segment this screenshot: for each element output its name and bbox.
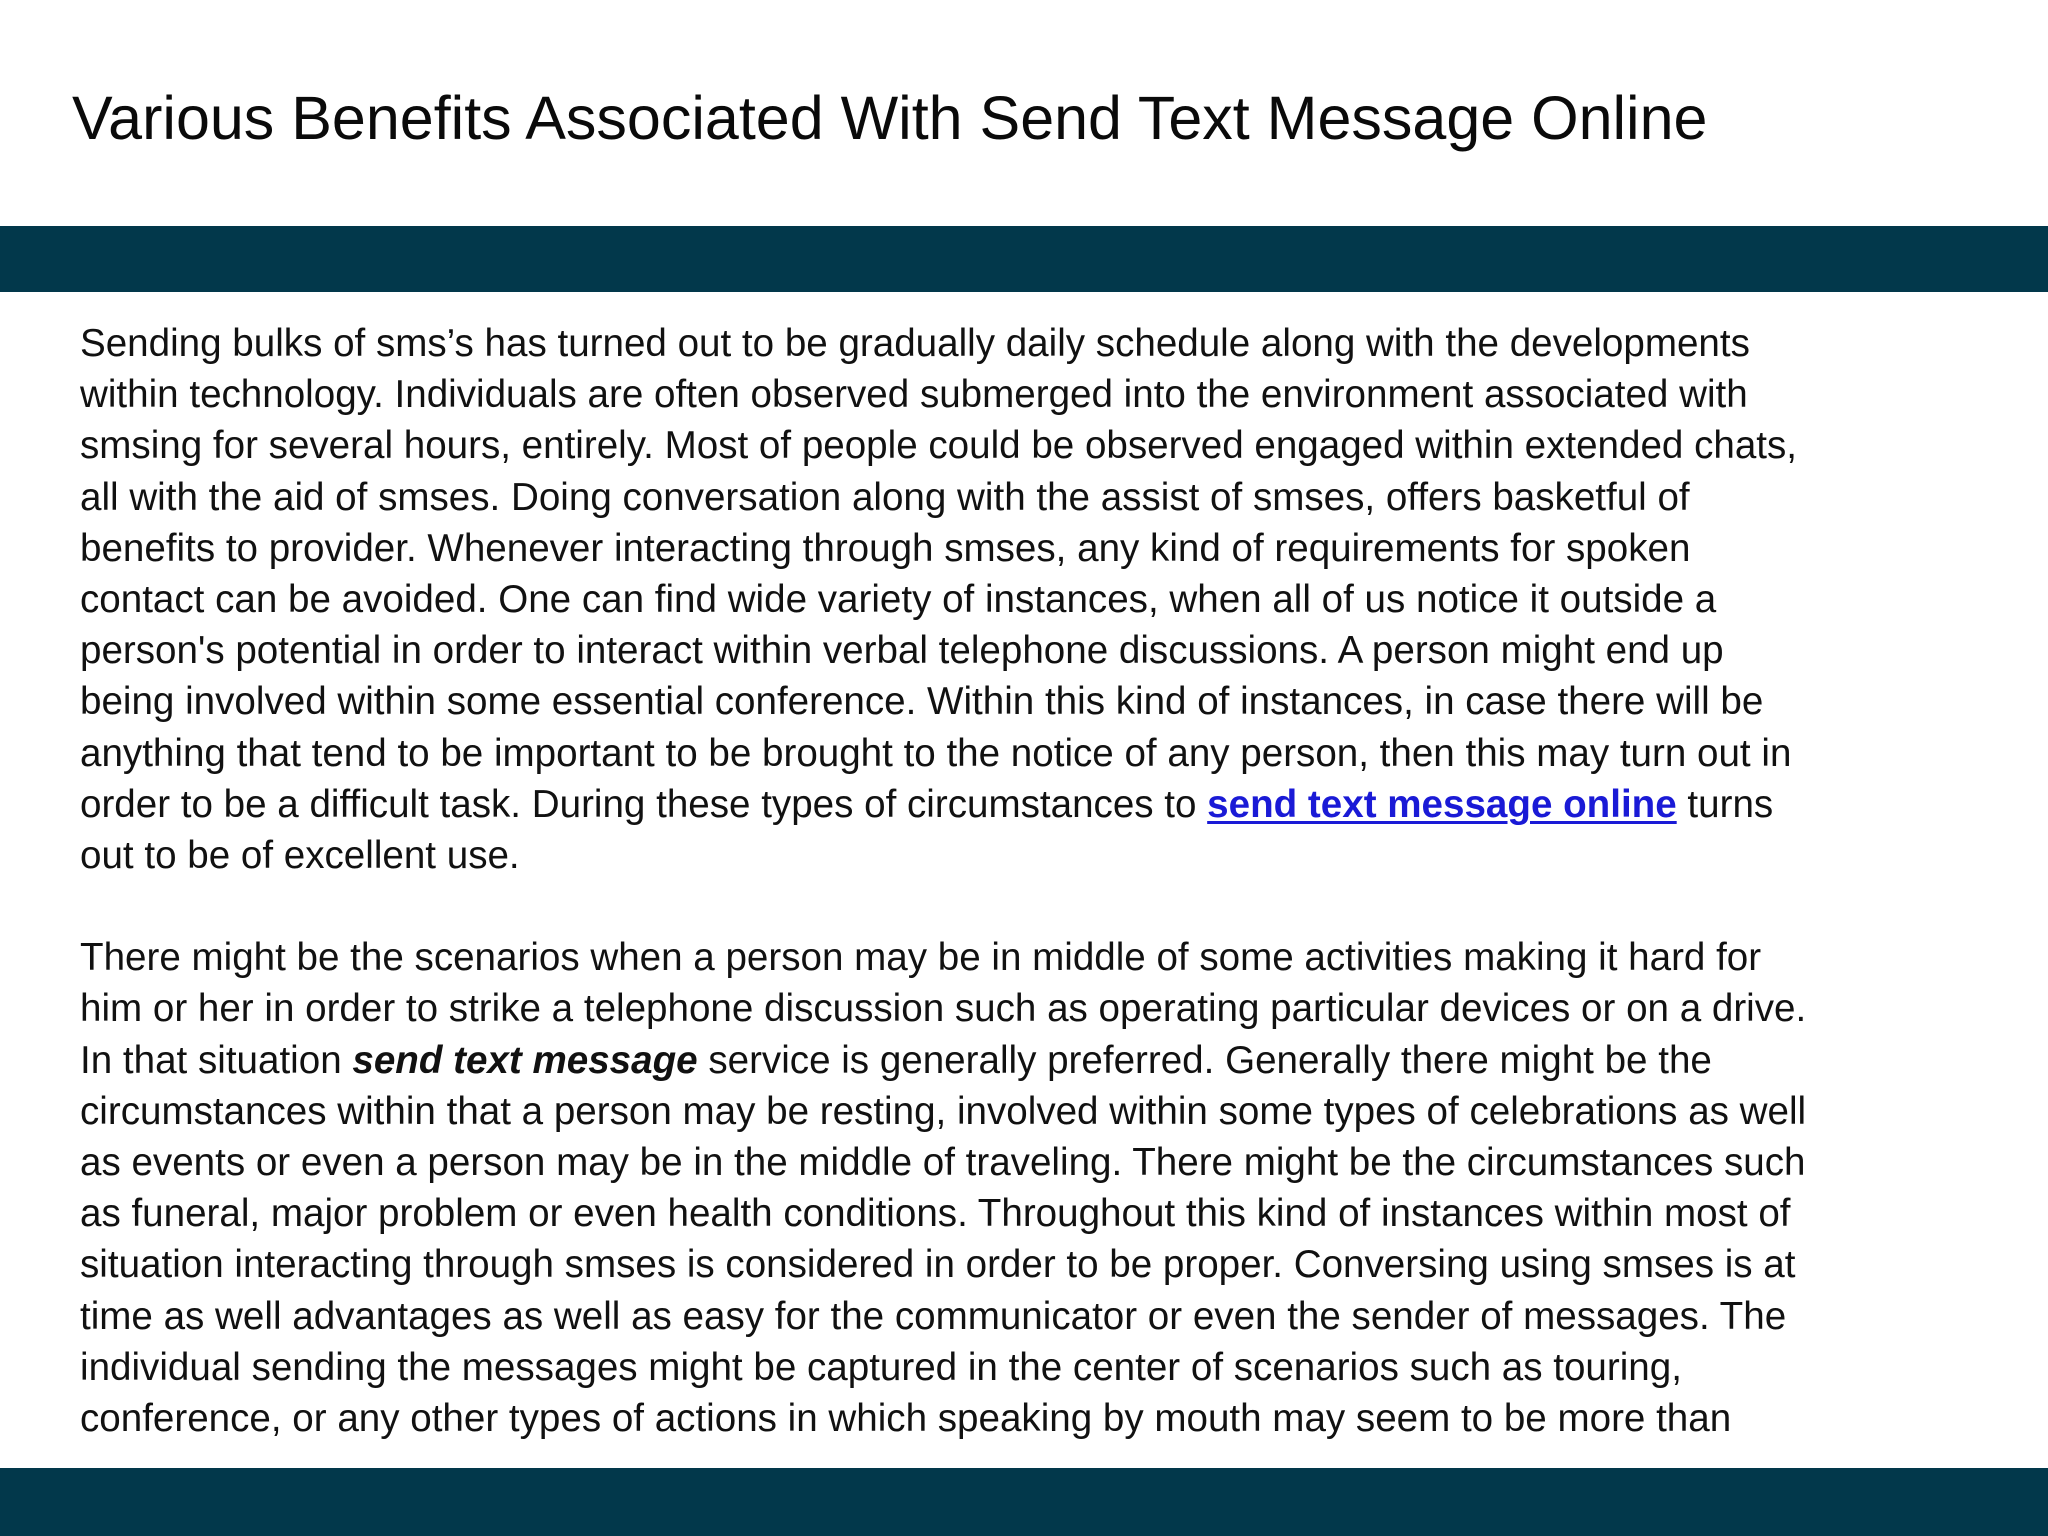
paragraph-line: individual sending the messages might be captured in the center of scenarios such as touring,: [80, 1345, 1682, 1389]
paragraph-line: him or her in order to strike a telephone discussion such as operating particular devices or on a drive.: [80, 987, 1807, 1031]
paragraph-line: person's potential in order to interact within verbal telephone discussions. A person might end up: [80, 629, 1724, 673]
paragraph-line: being involved within some essential conference. Within this kind of instances, in case there will be: [80, 680, 1764, 724]
paragraph-line: benefits to provider. Whenever interacting through smses, any kind of requirements for spoken: [80, 526, 1691, 570]
paragraph-line-with-link: [80, 779, 2040, 830]
paragraph-line-with-emphasis: [80, 1035, 2040, 1086]
slide-title: Various Benefits Associated With Send Text Message Online: [72, 84, 1708, 152]
paragraph-text: turns: [1676, 782, 1774, 826]
paragraph-text: In that situation: [80, 1038, 353, 1082]
paragraph-line: Sending bulks of sms’s has turned out to be gradually daily schedule along with the developments: [80, 322, 1750, 365]
header-band: [0, 226, 2048, 292]
paragraph-line: There might be the scenarios when a person may be in middle of some activities making it hard for: [80, 936, 1762, 980]
slide-body: [80, 318, 2040, 1444]
send-text-message-online-link[interactable]: send text message online: [1207, 782, 1677, 826]
emphasized-phrase: send text message: [352, 1038, 698, 1082]
paragraph-2: [80, 932, 2040, 1444]
paragraph-line: contact can be avoided. One can find wide variety of instances, when all of us notice it outside a: [80, 577, 1717, 621]
paragraph-line: situation interacting through smses is considered in order to be proper. Conversing using smses is at: [80, 1243, 1796, 1287]
footer-band: [0, 1468, 2048, 1536]
paragraph-1: [80, 318, 2040, 881]
paragraph-line: out to be of excellent use.: [80, 833, 520, 877]
paragraph-text: order to be a difficult task. During these types of circumstances to: [80, 782, 1208, 826]
paragraph-line: smsing for several hours, entirely. Most of people could be observed engaged within extended chats,: [80, 424, 1798, 468]
paragraph-line: conference, or any other types of actions in which speaking by mouth may seem to be more than: [80, 1396, 1732, 1440]
paragraph-text: service is generally preferred. Generally there might be the: [697, 1038, 1712, 1082]
paragraph-line: time as well advantages as well as easy for the communicator or even the sender of messages. The: [80, 1294, 1787, 1338]
paragraph-line: as funeral, major problem or even health conditions. Throughout this kind of instances within most of: [80, 1192, 1791, 1236]
paragraph-line: within technology. Individuals are often observed submerged into the environment associated with: [80, 373, 1748, 417]
paragraph-line: all with the aid of smses. Doing conversation along with the assist of smses, offers basketful of: [80, 475, 1690, 519]
paragraph-line: circumstances within that a person may be resting, involved within some types of celebrations as well: [80, 1089, 1807, 1133]
paragraph-line: as events or even a person may be in the middle of traveling. There might be the circumstances such: [80, 1141, 1806, 1184]
paragraph-spacer: [80, 881, 2040, 932]
paragraph-line: anything that tend to be important to be brought to the notice of any person, then this may turn out in: [80, 731, 1792, 775]
